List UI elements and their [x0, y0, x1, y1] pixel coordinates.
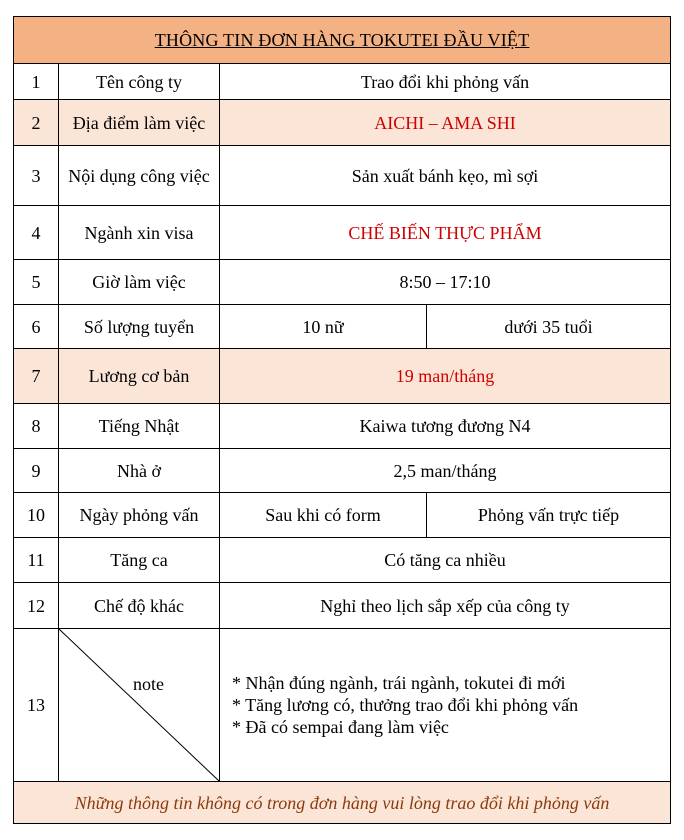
note-line: * Đã có sempai đang làm việc: [232, 717, 449, 737]
row-value: 10 nữ: [220, 305, 427, 349]
row-number: 2: [14, 100, 59, 146]
table-row: [14, 538, 671, 583]
row-value-secondary: Phỏng vấn trực tiếp: [427, 493, 671, 538]
table-row: [14, 100, 671, 146]
table-row: [14, 583, 671, 629]
row-value: 19 man/tháng: [220, 349, 671, 404]
order-info-table: [13, 16, 671, 824]
footer-note: Những thông tin không có trong đơn hàng vui lòng trao đổi khi phỏng vấn: [14, 782, 671, 824]
row-value: 2,5 man/tháng: [220, 449, 671, 493]
row-label: Tên công ty: [59, 64, 220, 100]
row-label: Số lượng tuyển: [59, 305, 220, 349]
table-row: [14, 260, 671, 305]
note-content: [220, 629, 671, 782]
row-number: 9: [14, 449, 59, 493]
row-label: Chế độ khác: [59, 583, 220, 629]
row-label: Giờ làm việc: [59, 260, 220, 305]
note-label-cell: [59, 629, 220, 782]
row-value: AICHI – AMA SHI: [220, 100, 671, 146]
row-number: 7: [14, 349, 59, 404]
table-row: [14, 349, 671, 404]
note-line: * Nhận đúng ngành, trái ngành, tokutei đi mới: [232, 673, 566, 693]
row-label: Ngành xin visa: [59, 206, 220, 260]
row-label: Tăng ca: [59, 538, 220, 583]
diagonal-line: [59, 629, 219, 781]
note-row: [14, 629, 671, 782]
row-value: Nghỉ theo lịch sắp xếp của công ty: [220, 583, 671, 629]
row-number: 10: [14, 493, 59, 538]
row-label: Địa điểm làm việc: [59, 100, 220, 146]
note-line: * Tăng lương có, thưởng trao đổi khi phỏng vấn: [232, 695, 579, 715]
row-value: 8:50 – 17:10: [220, 260, 671, 305]
row-label: Nội dụng công việc: [59, 146, 220, 206]
table-row: [14, 305, 671, 349]
table-row: [14, 404, 671, 449]
row-label: Tiếng Nhật: [59, 404, 220, 449]
row-value: Sau khi có form: [220, 493, 427, 538]
row-value: Kaiwa tương đương N4: [220, 404, 671, 449]
row-value: CHẾ BIẾN THỰC PHẨM: [220, 206, 671, 260]
table-row: [14, 146, 671, 206]
row-value-secondary: dưới 35 tuổi: [427, 305, 671, 349]
table-row: [14, 449, 671, 493]
row-label: Lương cơ bản: [59, 349, 220, 404]
row-number: 6: [14, 305, 59, 349]
table-row: [14, 206, 671, 260]
row-number: 11: [14, 538, 59, 583]
row-number: 1: [14, 64, 59, 100]
row-label: Nhà ở: [59, 449, 220, 493]
table-row: [14, 493, 671, 538]
table-title: THÔNG TIN ĐƠN HÀNG TOKUTEI ĐẦU VIỆT: [14, 17, 671, 64]
row-number: 12: [14, 583, 59, 629]
row-value: Sản xuất bánh kẹo, mì sợi: [220, 146, 671, 206]
row-number: 4: [14, 206, 59, 260]
note-label: note: [133, 674, 164, 694]
table-row: [14, 64, 671, 100]
row-number: 13: [14, 629, 59, 782]
row-label: Ngày phỏng vấn: [59, 493, 220, 538]
row-number: 8: [14, 404, 59, 449]
row-number: 3: [14, 146, 59, 206]
row-value: Trao đổi khi phỏng vấn: [220, 64, 671, 100]
row-number: 5: [14, 260, 59, 305]
row-value: Có tăng ca nhiều: [220, 538, 671, 583]
